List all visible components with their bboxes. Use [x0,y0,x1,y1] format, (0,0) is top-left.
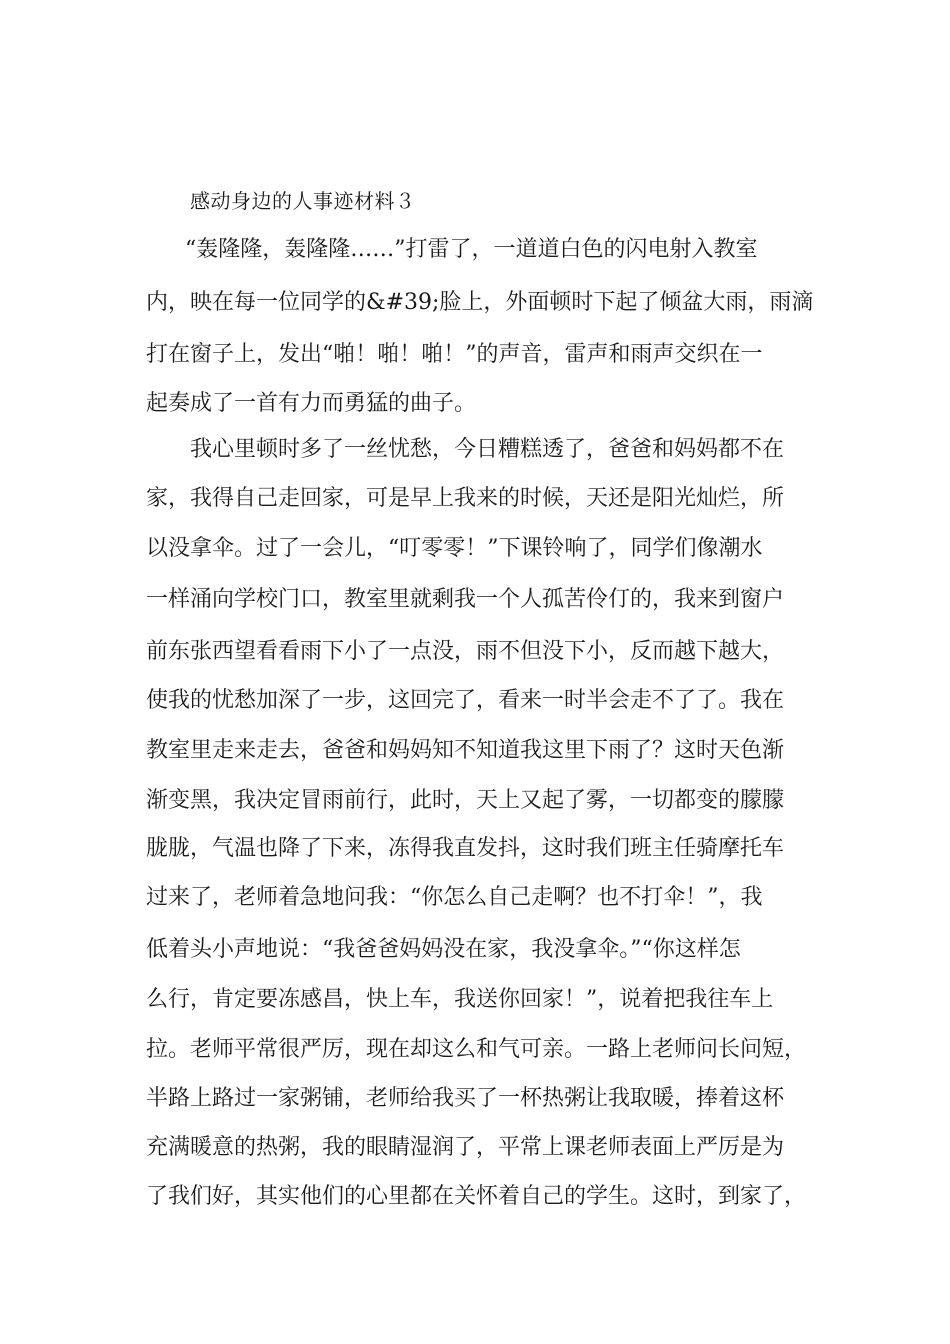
paragraph-2-line-10: 过来了，老师着急地问我：“你怎么自己走啊？也不打伞！”，我 [146,885,763,910]
paragraph-2-line-1: 我心里顿时多了一丝忧愁，今日糟糕透了，爸爸和妈妈都不在 [190,437,785,462]
paragraph-2-line-9: 胧胧，气温也降了下来，冻得我直发抖，这时我们班主任骑摩托车 [146,836,785,861]
paragraph-1-line-3: 打在窗子上，发出“啪！啪！啪！”的声音，雷声和雨声交织在一 [146,342,763,367]
paragraph-2-line-8: 渐变黑，我决定冒雨前行，此时，天上又起了雾，一切都变的朦朦 [146,788,785,813]
document-title: 感动身边的人事迹材料３ [190,189,416,213]
paragraph-2-line-5: 前东张西望看看雨下小了一点没，雨不但没下小，反而越下越大， [146,639,785,664]
paragraph-2-line-6: 使我的忧愁加深了一步，这回完了，看来一时半会走不了了。我在 [146,688,785,713]
paragraph-2-line-11: 低着头小声地说：“我爸爸妈妈没在家，我没拿伞。”“你这样怎 [146,937,741,962]
paragraph-1-line-1: “轰隆隆，轰隆隆……”打雷了，一道道白色的闪电射入教室 [185,237,758,262]
paragraph-2-line-12: 么行，肯定要冻感昌，快上车，我送你回家！”，说着把我往车上 [146,987,774,1012]
paragraph-2-line-13: 拉。老师平常很严厉，现在却这么和气可亲。一路上老师问长问短， [146,1037,807,1062]
paragraph-2-line-7: 教室里走来走去，爸爸和妈妈知不知道我这里下雨了？这时天色渐 [146,738,785,763]
paragraph-2-line-14: 半路上路过一家粥铺，老师给我买了一杯热粥让我取暖，捧着这杯 [146,1086,785,1111]
paragraph-1-line-4: 起奏成了一首有力而勇猛的曲子。 [146,391,477,416]
paragraph-2-line-2: 家，我得自己走回家，可是早上我来的时候，天还是阳光灿烂，所 [146,486,785,511]
paragraph-2-line-15: 充满暖意的热粥，我的眼睛湿润了，平常上课老师表面上严厉是为 [146,1135,785,1160]
paragraph-2-line-4: 一样涌向学校门口，教室里就剩我一个人孤苦伶仃的，我来到窗户 [146,587,785,612]
paragraph-1-line-2: 内，映在每一位同学的&#39;脸上，外面顿时下起了倾盆大雨，雨滴 [146,290,814,315]
paragraph-2-line-3: 以没拿伞。过了一会儿，“叮零零！”下课铃响了，同学们像潮水 [146,536,763,561]
paragraph-2-line-16: 了我们好，其实他们的心里都在关怀着自己的学生。这时，到家了， [146,1184,807,1209]
